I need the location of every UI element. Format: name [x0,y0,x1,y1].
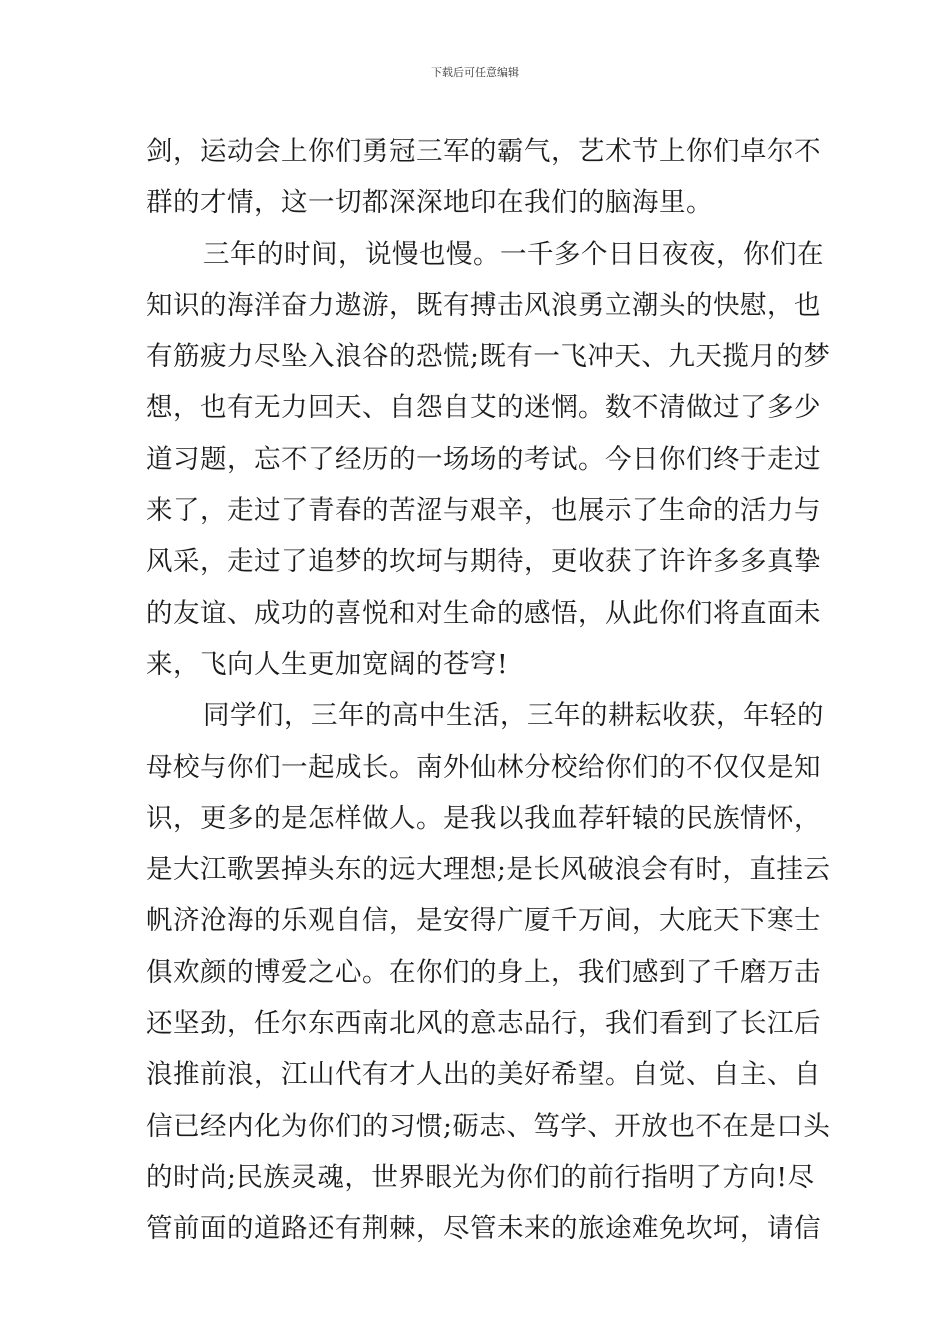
text-line: 识，更多的是怎样做人。是我以我血荐轩辕的民族情怀， [146,802,821,834]
text-line: 管前面的道路还有荆棘，尽管未来的旅途难免坎坷，请信 [146,1213,821,1245]
text-line: 来了，走过了青春的苦涩与艰辛，也展示了生命的活力与 [146,495,821,527]
text-line: 知识的海洋奋力遨游，既有搏击风浪勇立潮头的快慰，也 [146,289,821,321]
text-line: 信已经内化为你们的习惯;砺志、笃学、开放也不在是口头 [146,1110,831,1142]
text-line: 来，飞向人生更加宽阔的苍穹! [146,648,509,680]
text-line: 俱欢颜的博爱之心。在你们的身上，我们感到了千磨万击 [146,956,821,988]
text-line: 有筋疲力尽坠入浪谷的恐慌;既有一飞冲天、九天揽月的梦 [146,341,831,373]
body-text [146,126,831,1255]
text-line: 剑，运动会上你们勇冠三军的霸气，艺术节上你们卓尔不 [146,136,821,167]
text-line: 的友谊、成功的喜悦和对生命的感悟，从此你们将直面未 [146,597,821,629]
text-line: 是大江歌罢掉头东的远大理想;是长风破浪会有时，直挂云 [146,854,831,886]
paragraph-first-line: 三年的时间，说慢也慢。一千多个日日夜夜，你们在 [203,238,824,270]
text-line: 还坚劲，任尔东西南北风的意志品行，我们看到了长江后 [146,1008,821,1040]
text-line: 想，也有无力回天、自怨自艾的迷惘。数不清做过了多少 [146,392,821,424]
text-line: 的时尚;民族灵魂，世界眼光为你们的前行指明了方向!尽 [146,1161,815,1193]
text-line: 群的才情，这一切都深深地印在我们的脑海里。 [146,187,713,219]
paragraph-first-line: 同学们，三年的高中生活，三年的耕耘收获，年轻的 [203,700,824,732]
page-header: 下载后可任意编辑 [431,66,519,79]
text-line: 帆济沧海的乐观自信，是安得广厦千万间，大庇天下寒士 [146,905,821,937]
text-line: 道习题，忘不了经历的一场场的考试。今日你们终于走过 [146,443,821,475]
text-line: 浪推前浪，江山代有才人出的美好希望。自觉、自主、自 [146,1059,821,1091]
text-line: 母校与你们一起成长。南外仙林分校给你们的不仅仅是知 [146,751,821,783]
text-line: 风采，走过了追梦的坎坷与期待，更收获了许许多多真挚 [146,546,821,578]
